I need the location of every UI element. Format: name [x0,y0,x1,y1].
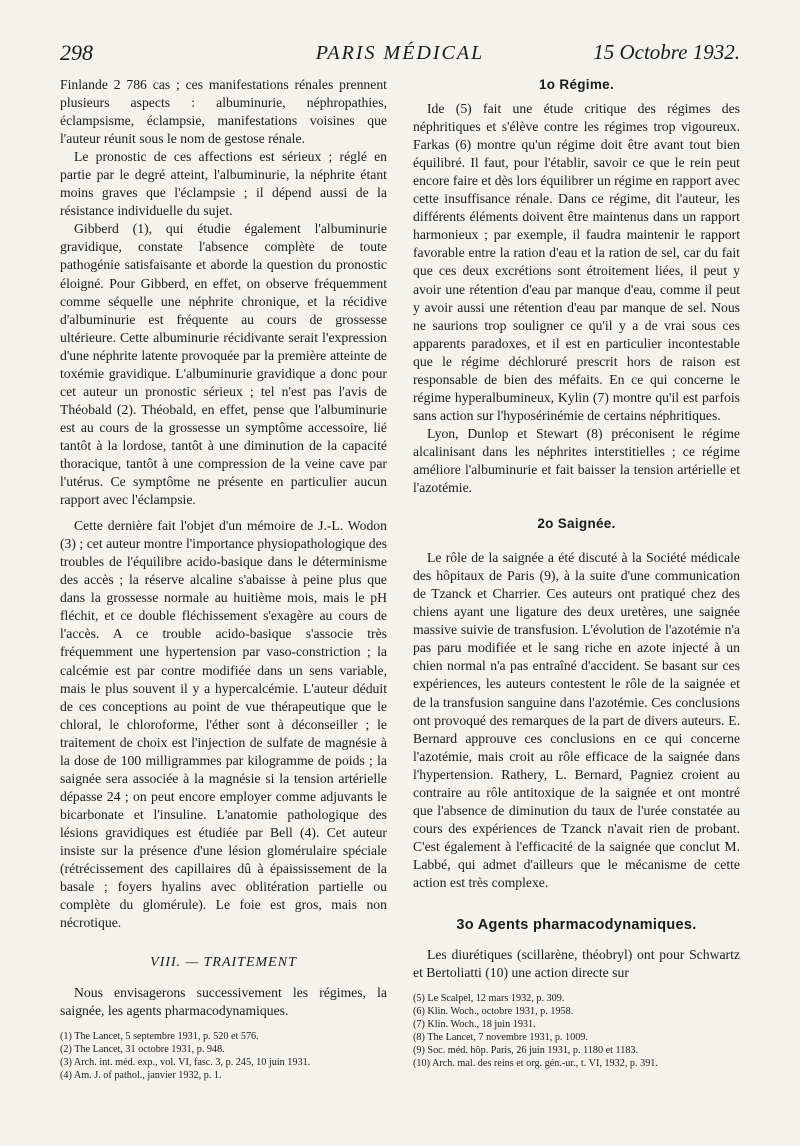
section-heading: VIII. — TRAITEMENT [150,955,297,971]
journal-title: PARIS MÉDICAL [315,42,485,64]
paragraph: Le rôle de la saignée a été discuté à la Société médicale des hôpitaux de Paris (9), à la suite d'une communication de Tzanck et Charrier. Ces auteurs ont pratiqué chez des chiens ayant une ligature des deux uretères, une saignée massive suivie de transfusion. L'évolution de l'azotémie n'a pas paru modifiée et le sang riche en azote injecté à un chien normal n'a pas entraîné d'accident. Se basant sur ces expériences, les auteurs contestent le rôle de la saignée et de la transfusion sanguine dans l'azotémie. Ces conclusions ont provoqué des remarques de la part de divers auteurs. E. Bernard approuve ces conclusions en ce qui concerne l'azotémie, mais croit au rôle efficace de la saignée dans l'hypertension. Rathery, L. Bernard, Pagniez croient au contraire au rôle antitoxique de la saignée et ont montré que l'absence de diminution du taux de l'urée constatée au cours des expériences de Tzanck n'avait rien de probant. C'est également à l'efficacité de la saignée que conclut M. Labbé, qui admet d'ailleurs que le mécanisme de cette action est très complexe. [413,550,740,890]
paragraph: Le pronostic de ces affections est sérieux ; réglé en partie par le degré atteint, l'albuminurie, la néphrite étant moins graves que l'éclampsie ; il dépend aussi de la résistance individuelle du sujet. [60,149,387,219]
page-header [60,40,740,70]
paragraph: Lyon, Dunlop et Stewart (8) préconisent le régime alcalinisant dans les néphrites interstitielles ; ce régime améliore l'albuminurie et fait baisser la tension artérielle et l'azotémie. [413,425,740,496]
page-number: 298 [60,40,93,65]
paragraph: Finlande 2 786 cas ; ces manifestations rénales prennent plusieurs aspects : albuminurie, néphropathies, éclampsisme, éclampsie, manifestations voisines que l'auteur réunit sous le nom de gestose rénale. [60,77,387,147]
paragraph: Gibberd (1), qui étudie également l'albuminurie gravidique, constate l'absence complète de toute pathogénie satisfaisante et aborde la question du pronostic éloigné. Pour Gibberd, en effet, on observe fréquemment comme séquelle une néphrite chronique, et la récidive d'albuminurie est fréquente au cours de grossesse ultérieure. Cette albuminurie récidivante serait l'expression d'une néphrite latente provoquée par la première atteinte de toxémie gravidique. L'albuminurie gravidique a donc pour cet auteur un pronostic sérieux ; tel n'est pas l'avis de Théobald (2). Théobald, en effet, pense que l'albuminurie est au cours de la grossesse un symptôme accessoire, lié tantôt à la lordose, tantôt à une diminution de la capacité thoracique, tantôt à une compression de la veine cave par l'utérus. Ce symptôme ne présente en particulier aucun rapport avec l'éclampsie. [60,221,387,508]
footnote: (3) Arch. int. méd. exp., vol. VI, fasc. 3, p. 245, 10 juin 1931. [60,1057,311,1069]
footnotes [60,1030,387,1082]
paragraph: Cette dernière fait l'objet d'un mémoire de J.-L. Wodon (3) ; cet auteur montre l'importance physiopathologique des troubles de l'équilibre acido-basique dans le déterminisme des accès ; la réserve alcaline s'abaisse à peine plus que dans la grossesse normale au huitième mois, mais le pH fléchit, et ce double fléchissement s'exagère au cours de l'accès. A ce trouble acido-basique s'associe très fréquemment une hypertension par vaso-constriction ; la calcémie est par contre modifiée dans un sens variable, mais le plus souvent il y a hypercalcémie. L'auteur déduit de ces conceptions au point de vue thérapeutique que le chloral, le chloroforme, l'éther sont à déconseiller ; le traitement de choix est l'injection de sulfate de magnésie à la dose de 100 milligrammes par kilogramme de poids ; la saignée sera associée à la magnésie si la tension artérielle dépasse 24 ; on peut encore employer comme adjuvants le bicarbonate et l'insuline. L'anatomie pathologique des lésions gravidiques est étudiée par Bell (4). Cet auteur insiste sur la présence d'une lésion glomérulaire spéciale (rétrécissement des capillaires dû à épaississement de la basale ; foyers hyalins avec oblitération partielle ou complète du glomérule). Le foie est gros, mais non nécrotique. [60,518,387,931]
footnote: (7) Klin. Woch., 18 juin 1931. [413,1019,536,1031]
footnote: (4) Am. J. of pathol., janvier 1932, p. 1. [60,1070,222,1082]
paragraph: Ide (5) fait une étude critique des régimes des néphritiques et s'élève contre les régimes trop vigoureux. Farkas (6) montre qu'un régime doit être avant tout bien équilibré. Il faut, pour l'établir, savoir ce que le rein peut encore faire et dès lors équilibrer un régime en rapport avec cette insuffisance rénale. Dans ce régime, dit l'auteur, les différents éléments doivent être maintenus dans un rapport harmonieux ; par exemple, il faudra maintenir le rapport favorable entre la ration d'eau et la ration de sel, car du fait que ces deux excrétions sont étroitement liées, il peut y avoir une rétention d'eau par manque d'eau, comme il peut y avoir aussi une rétention d'eau par manque de sel. Nous ne saurions trop souligner ce qu'il y a de vrai sous ces apparents paradoxes, et il est en particulier incontestable que le régime déchloruré prescrit hors de raison est responsable de bien des méfaits. En ce qui concerne le régime hyperalbumineux, Kylin (7) montre qu'il est parfois sans action sur l'hyposérinémie de certains néphritiques. [413,101,740,423]
footnotes [413,992,740,1070]
footnote: (10) Arch. mal. des reins et org. gén.-ur., t. VI, 1932, p. 391. [413,1058,658,1070]
footnote: (6) Klin. Woch., octobre 1931, p. 1958. [413,1006,574,1018]
subsection-heading: 2o Saignée. [537,516,616,532]
footnote: (5) Le Scalpel, 12 mars 1932, p. 309. [413,993,565,1005]
footnote: (2) The Lancet, 31 octobre 1931, p. 948. [60,1044,225,1056]
subsection-heading: 1o Régime. [538,77,615,92]
issue-date: 15 Octobre 1932. [593,40,740,64]
right-column [413,76,740,1070]
footnote: (8) The Lancet, 7 novembre 1931, p. 1009. [413,1032,588,1044]
subsection-heading: 3o Agents pharmacodynamiques. [456,917,697,934]
footnote: (1) The Lancet, 5 septembre 1931, p. 520 et 576. [60,1031,259,1043]
paragraph: Les diurétiques (scillarène, théobryl) ont pour Schwartz et Bertoliatti (10) une action directe sur [413,947,740,981]
paragraph: Nous envisagerons successivement les régimes, la saignée, les agents pharmacodynamiques. [60,985,387,1019]
footnote: (9) Soc. méd. hôp. Paris, 26 juin 1931, p. 1180 et 1183. [413,1045,639,1057]
left-column [60,76,387,1082]
